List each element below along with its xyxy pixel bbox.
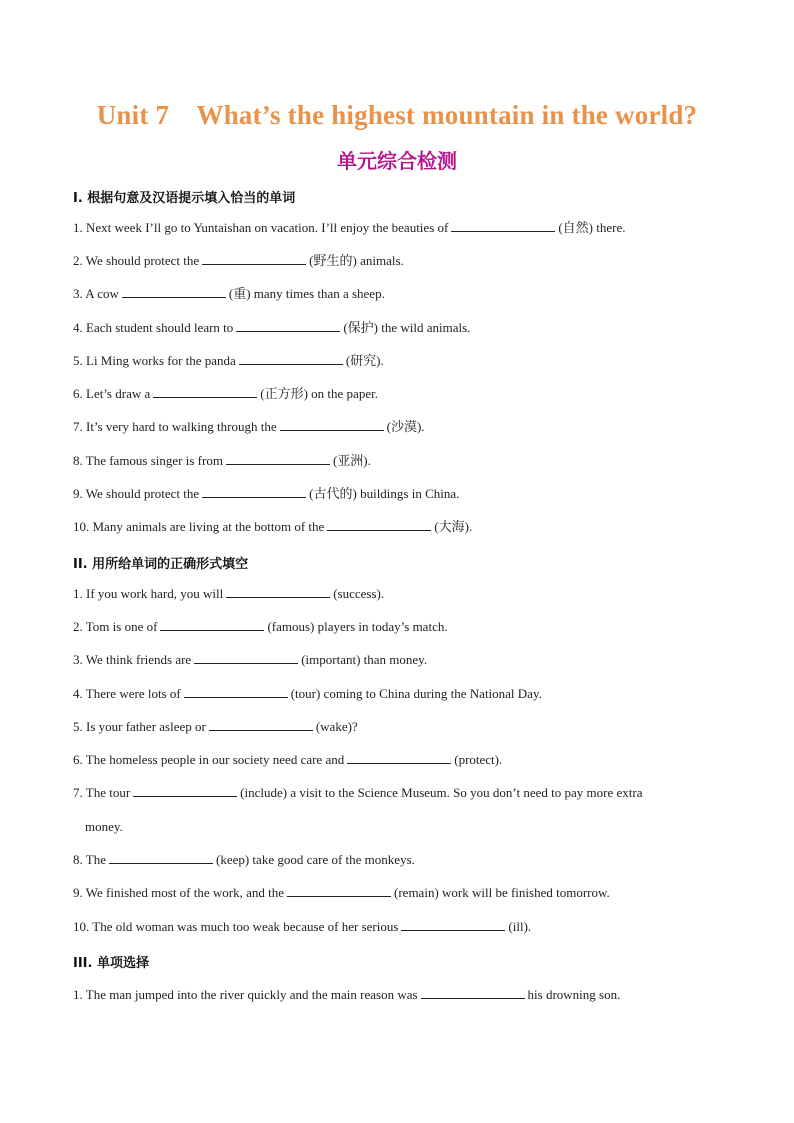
question-text: 9. We should protect the xyxy=(73,486,200,501)
exercise-line xyxy=(73,320,733,336)
question-hint: (古代的) buildings in China. xyxy=(309,486,460,501)
question-hint: (wake)? xyxy=(315,719,358,734)
question-hint: (重) many times than a sheep. xyxy=(228,286,385,301)
exercise-line xyxy=(73,719,733,735)
answer-blank[interactable] xyxy=(327,519,431,531)
answer-blank[interactable] xyxy=(239,353,343,365)
question-text: 5. Is your father asleep or xyxy=(73,719,206,734)
exercise-line-continuation: money. xyxy=(85,819,123,834)
exercise-line xyxy=(73,919,733,935)
question-text: 7. The tour xyxy=(73,785,131,800)
answer-blank[interactable] xyxy=(122,286,226,298)
answer-blank[interactable] xyxy=(421,987,525,999)
question-text: 8. The xyxy=(73,852,106,867)
question-hint: (tour) coming to China during the National Day. xyxy=(290,686,542,701)
question-text: 3. A cow xyxy=(73,286,119,301)
exercise-line xyxy=(73,220,733,236)
exercise-line xyxy=(73,686,733,702)
question-text: 4. There were lots of xyxy=(73,686,181,701)
question-text: 8. The famous singer is from xyxy=(73,453,223,468)
exercise-line xyxy=(73,419,733,435)
question-text: 3. We think friends are xyxy=(73,652,192,667)
exercise-line xyxy=(73,852,733,868)
answer-blank[interactable] xyxy=(202,486,306,498)
question-hint: (研究). xyxy=(345,353,384,368)
answer-blank[interactable] xyxy=(401,919,505,931)
exercise-line xyxy=(73,987,733,1003)
question-hint: (大海). xyxy=(434,519,473,534)
exercise-line xyxy=(73,353,733,369)
question-text: 6. Let’s draw a xyxy=(73,386,151,401)
answer-blank[interactable] xyxy=(280,419,384,431)
answer-blank[interactable] xyxy=(226,453,330,465)
exercise-line xyxy=(73,785,733,801)
answer-blank[interactable] xyxy=(287,885,391,897)
page-title: Unit 7 What’s the highest mountain in the world? xyxy=(96,100,698,130)
exercise-line xyxy=(73,286,733,302)
question-hint: (famous) players in today’s match. xyxy=(267,619,448,634)
question-text: 7. It’s very hard to walking through the xyxy=(73,419,277,434)
exercise-line xyxy=(73,253,733,269)
question-hint: (important) than money. xyxy=(301,652,428,667)
answer-blank[interactable] xyxy=(451,220,555,232)
question-text: 10. Many animals are living at the bottom of the xyxy=(73,519,325,534)
page-subtitle: 单元综合检测 xyxy=(337,149,457,173)
exercise-line xyxy=(73,386,733,402)
answer-blank[interactable] xyxy=(109,852,213,864)
question-hint: (success). xyxy=(333,586,385,601)
answer-blank[interactable] xyxy=(184,686,288,698)
question-text: 2. Tom is one of xyxy=(73,619,158,634)
question-text: 1. If you work hard, you will xyxy=(73,586,224,601)
answer-blank[interactable] xyxy=(133,785,237,797)
answer-blank[interactable] xyxy=(160,619,264,631)
answer-blank[interactable] xyxy=(226,586,330,598)
question-hint: (自然) there. xyxy=(558,220,626,235)
question-text: 1. Next week I’ll go to Yuntaishan on vacation. I’ll enjoy the beauties of xyxy=(73,220,449,235)
exercise-line xyxy=(73,586,733,602)
exercise-line xyxy=(73,885,733,901)
answer-blank[interactable] xyxy=(209,719,313,731)
question-hint: (保护) the wild animals. xyxy=(343,320,471,335)
exercise-line xyxy=(73,519,733,535)
question-text: 9. We finished most of the work, and the xyxy=(73,885,285,900)
question-text: 10. The old woman was much too weak because of her serious xyxy=(73,919,399,934)
question-hint: (ill). xyxy=(508,919,532,934)
question-text: 6. The homeless people in our society need care and xyxy=(73,752,345,767)
answer-blank[interactable] xyxy=(194,652,298,664)
question-text: 4. Each student should learn to xyxy=(73,320,234,335)
question-hint: (沙漠). xyxy=(386,419,425,434)
question-hint: his drowning son. xyxy=(527,987,621,1002)
section-heading-1: I. 根据句意及汉语提示填入恰当的单词 xyxy=(73,191,296,206)
question-text: 2. We should protect the xyxy=(73,253,200,268)
question-hint: (protect). xyxy=(454,752,503,767)
question-hint: (keep) take good care of the monkeys. xyxy=(215,852,415,867)
section-heading-3: III. 单项选择 xyxy=(73,956,149,971)
answer-blank[interactable] xyxy=(236,320,340,332)
answer-blank[interactable] xyxy=(153,386,257,398)
question-text: 1. The man jumped into the river quickly and the main reason was xyxy=(73,987,418,1002)
question-hint: (正方形) on the paper. xyxy=(260,386,378,401)
answer-blank[interactable] xyxy=(347,752,451,764)
exercise-line xyxy=(73,752,733,768)
question-hint: (野生的) animals. xyxy=(309,253,404,268)
section-heading-2: II. 用所给单词的正确形式填空 xyxy=(73,557,249,572)
exercise-line xyxy=(73,486,733,502)
exercise-line xyxy=(73,652,733,668)
question-hint: (remain) work will be finished tomorrow. xyxy=(394,885,610,900)
answer-blank[interactable] xyxy=(202,253,306,265)
exercise-line xyxy=(73,619,733,635)
question-text: 5. Li Ming works for the panda xyxy=(73,353,236,368)
question-hint: (include) a visit to the Science Museum. So you don’t need to pay more extra xyxy=(240,785,643,800)
question-hint: (亚洲). xyxy=(332,453,371,468)
exercise-line xyxy=(73,453,733,469)
